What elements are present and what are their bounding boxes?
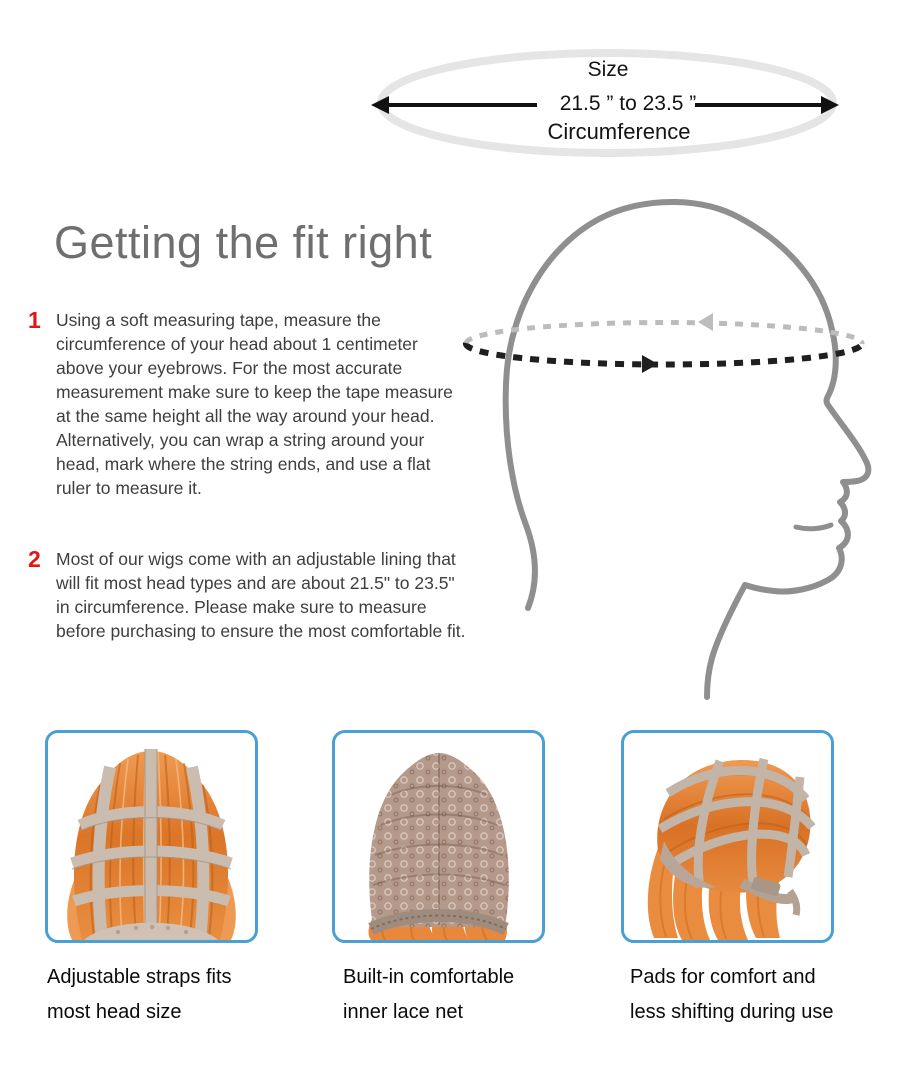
feature-card-pads <box>621 730 834 943</box>
head-profile-illustration <box>460 180 905 700</box>
caption-straps-line2: most head size <box>47 1001 182 1023</box>
measure-tape-front-arc <box>466 343 862 365</box>
step-text-2: Most of our wigs come with an adjustable lining that will fit most head types and are about 21.5" to 23.5" in circumference. Please make sure to measure before purchasing to ensure the most comfortable fit. <box>56 549 466 641</box>
caption-pads-line2: less shifting during use <box>630 1001 834 1023</box>
caption-pads-line1: Pads for comfort and <box>630 966 816 988</box>
tape-arrow-left-icon <box>698 313 713 331</box>
instruction-step-1 <box>28 308 468 500</box>
circumference-range-value: 21.5 ” to 23.5 ” <box>559 92 697 115</box>
step-number-2: 2 <box>28 546 41 572</box>
head-outline <box>506 202 869 697</box>
feature-card-straps <box>45 730 258 943</box>
instruction-step-2 <box>28 547 468 643</box>
circumference-label: Circumference <box>547 119 691 144</box>
page-title: Getting the fit right <box>54 217 433 268</box>
size-label: Size <box>587 58 629 81</box>
measure-tape-back-arc <box>466 322 862 344</box>
caption-lace-line2: inner lace net <box>343 1001 464 1023</box>
step-text-1: Using a soft measuring tape, measure the circumference of your head about 1 centimeter above your eyebrows. For the most accurate measurement make sure to keep the tape measure at the same height all the way around your head. Alternatively, you can wrap a string around your head, mark where the string ends, and use a flat ruler to measure it. <box>56 310 453 498</box>
mouth-line <box>796 525 831 529</box>
caption-straps <box>47 960 232 1030</box>
caption-pads <box>630 960 833 1030</box>
feature-card-lace <box>332 730 545 943</box>
wig-cap-lace-net-image <box>335 733 542 940</box>
tape-arrow-right-icon <box>642 355 658 373</box>
wig-cap-top-straps-image <box>48 733 255 940</box>
caption-straps-line1: Adjustable straps fits <box>47 966 232 988</box>
wig-cap-side-pads-image <box>624 733 831 940</box>
step-number-1: 1 <box>28 307 41 333</box>
caption-lace <box>343 960 514 1030</box>
caption-lace-line1: Built-in comfortable <box>343 966 515 988</box>
